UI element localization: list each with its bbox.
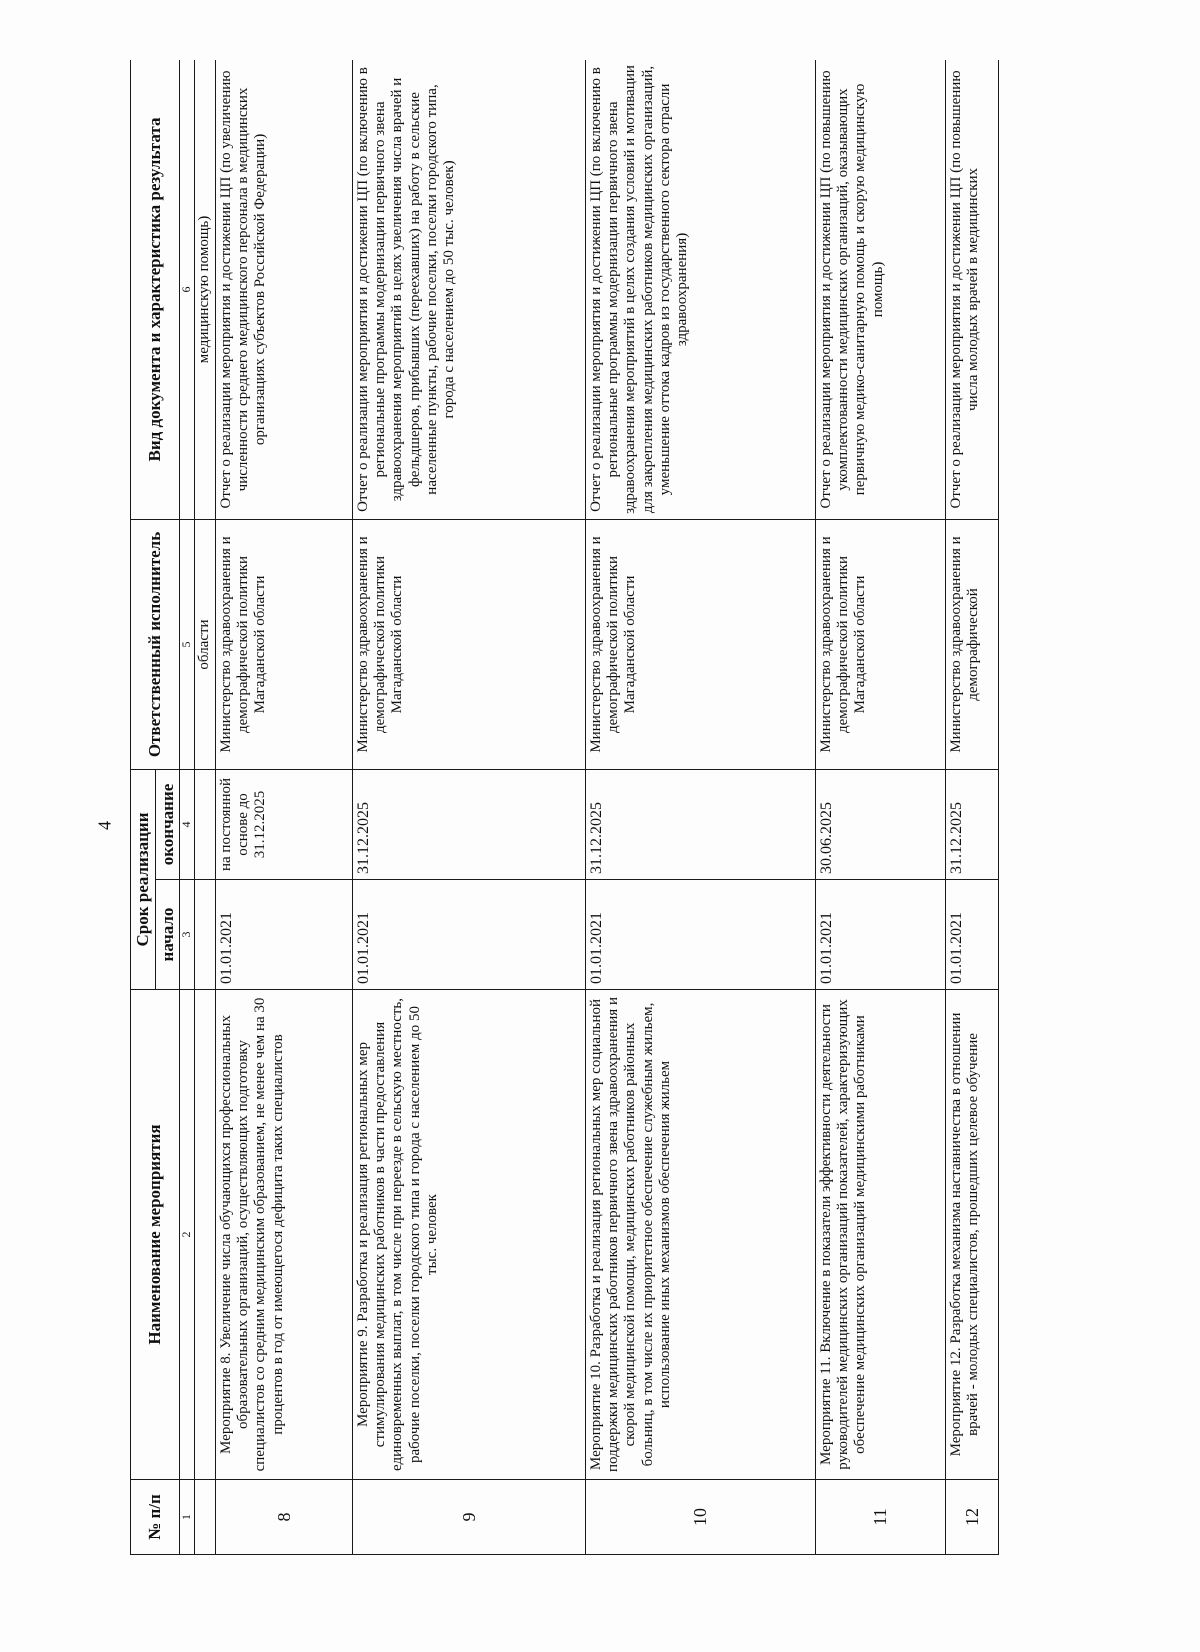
header-executor: Ответственный исполнитель (131, 519, 180, 769)
continuation-doc: медицинскую помощь) (194, 60, 215, 519)
result-document: Отчет о реализации мероприятия и достижении ЦП (по увеличению численности среднего медицинского персонала в медицинских организациях субъектов Российской Федерации) (215, 60, 352, 519)
header-end: окончание (155, 769, 180, 879)
start-date: 01.01.2021 (352, 880, 585, 990)
executor: Министерство здравоохранения и демографической политики Магаданской области (215, 519, 352, 769)
continuation-executor: области (194, 519, 215, 769)
end-date: 31.12.2025 (945, 769, 998, 879)
start-date: 01.01.2021 (585, 880, 815, 990)
index-cell: 2 (180, 990, 195, 1480)
continuation-empty-cell (194, 769, 215, 879)
column-index-row (180, 60, 195, 1555)
index-cell: 6 (180, 60, 195, 519)
measure-name: Мероприятие 12. Разработка механизма наставничества в отношении врачей - молодых специалистов, прошедших целевое обучение (945, 990, 998, 1480)
header-doc: Вид документа и характеристика результата (131, 60, 180, 519)
row-number: 10 (585, 1480, 815, 1555)
continuation-row (194, 60, 215, 1555)
index-cell: 3 (180, 880, 195, 990)
start-date: 01.01.2021 (815, 880, 945, 990)
index-cell: 4 (180, 769, 195, 879)
result-document: Отчет о реализации мероприятия и достижении ЦП (по повышению числа молодых врачей в медицинских (945, 60, 998, 519)
result-document: Отчет о реализации мероприятия и достижении ЦП (по включению в региональные программы модернизации первичного звена здравоохранения мероприятий в целях увеличения числа врачей и фельдшеров, прибывших (переехавших) на работу в сельские населенные пункты, рабочие поселки, поселки городского типа, города с населением до 50 тыс. человек) (352, 60, 585, 519)
header-start: начало (155, 880, 180, 990)
table-row (815, 60, 945, 1555)
header-name: Наименование мероприятия (131, 990, 180, 1480)
row-number: 9 (352, 1480, 585, 1555)
end-date: на постоянной основе до 31.12.2025 (215, 769, 352, 879)
header-num: № п/п (131, 1480, 180, 1555)
executor: Министерство здравоохранения и демографической политики Магаданской области (585, 519, 815, 769)
index-cell: 1 (180, 1480, 195, 1555)
row-number: 12 (945, 1480, 998, 1555)
start-date: 01.01.2021 (215, 880, 352, 990)
continuation-empty-cell (194, 1480, 215, 1555)
end-date: 31.12.2025 (352, 769, 585, 879)
continuation-empty-cell (194, 880, 215, 990)
end-date: 31.12.2025 (585, 769, 815, 879)
header-term: Срок реализации (131, 769, 156, 989)
measure-name: Мероприятие 9. Разработка и реализация региональных мер стимулирования медицинских работников в части предоставления единовременных выплат, в том числе при переезде в сельскую местность, рабочие поселки, поселки городского типа и города с населением до 50 тыс. человек (352, 990, 585, 1480)
executor: Министерство здравоохранения и демографической политики Магаданской области (352, 519, 585, 769)
index-cell: 5 (180, 519, 195, 769)
row-number: 11 (815, 1480, 945, 1555)
measure-name: Мероприятие 10. Разработка и реализация региональных мер социальной поддержки медицинских работников первичного звена здравоохранения и скорой медицинской помощи, медицинских работников районных больниц, в том числе их приоритетное обеспечение служебным жильем, использование иных механизмов обеспечения жильем (585, 990, 815, 1480)
header-row (131, 60, 156, 1555)
table-row (215, 60, 352, 1555)
table-row (352, 60, 585, 1555)
continuation-empty-cell (194, 990, 215, 1480)
table-row (585, 60, 815, 1555)
row-number: 8 (215, 1480, 352, 1555)
result-document: Отчет о реализации мероприятия и достижении ЦП (по повышению укомплектованности медицинских организаций, оказывающих первичную медико-санитарную помощь и скорую медицинскую помощь) (815, 60, 945, 519)
end-date: 30.06.2025 (815, 769, 945, 879)
rotated-table-wrapper (130, 60, 1055, 1555)
executor: Министерство здравоохранения и демографической политики Магаданской области (815, 519, 945, 769)
measure-name: Мероприятие 11. Включение в показатели эффективности деятельности руководителей медицинских организаций показателей, характеризующих обеспечение медицинских организаций медицинскими работниками (815, 990, 945, 1480)
measure-name: Мероприятие 8. Увеличение числа обучающихся профессиональных образовательных организаций, осуществляющих подготовку специалистов со средним медицинским образованием, не менее чем на 30 процентов в год от имеющегося дефицита таких специалистов (215, 990, 352, 1480)
measures-table (130, 60, 999, 1555)
start-date: 01.01.2021 (945, 880, 998, 990)
page-number: 4 (94, 821, 115, 830)
executor: Министерство здравоохранения и демографической (945, 519, 998, 769)
result-document: Отчет о реализации мероприятия и достижении ЦП (по включению в региональные программы модернизации первичного звена здравоохранения мероприятий в целях создания условий и мотивации для закрепления медицинских работников медицинских организаций, уменьшение оттока кадров из государственного сектора отрасли здравоохранения) (585, 60, 815, 519)
rotated-table-sheet (130, 60, 1055, 1555)
table-row (945, 60, 998, 1555)
